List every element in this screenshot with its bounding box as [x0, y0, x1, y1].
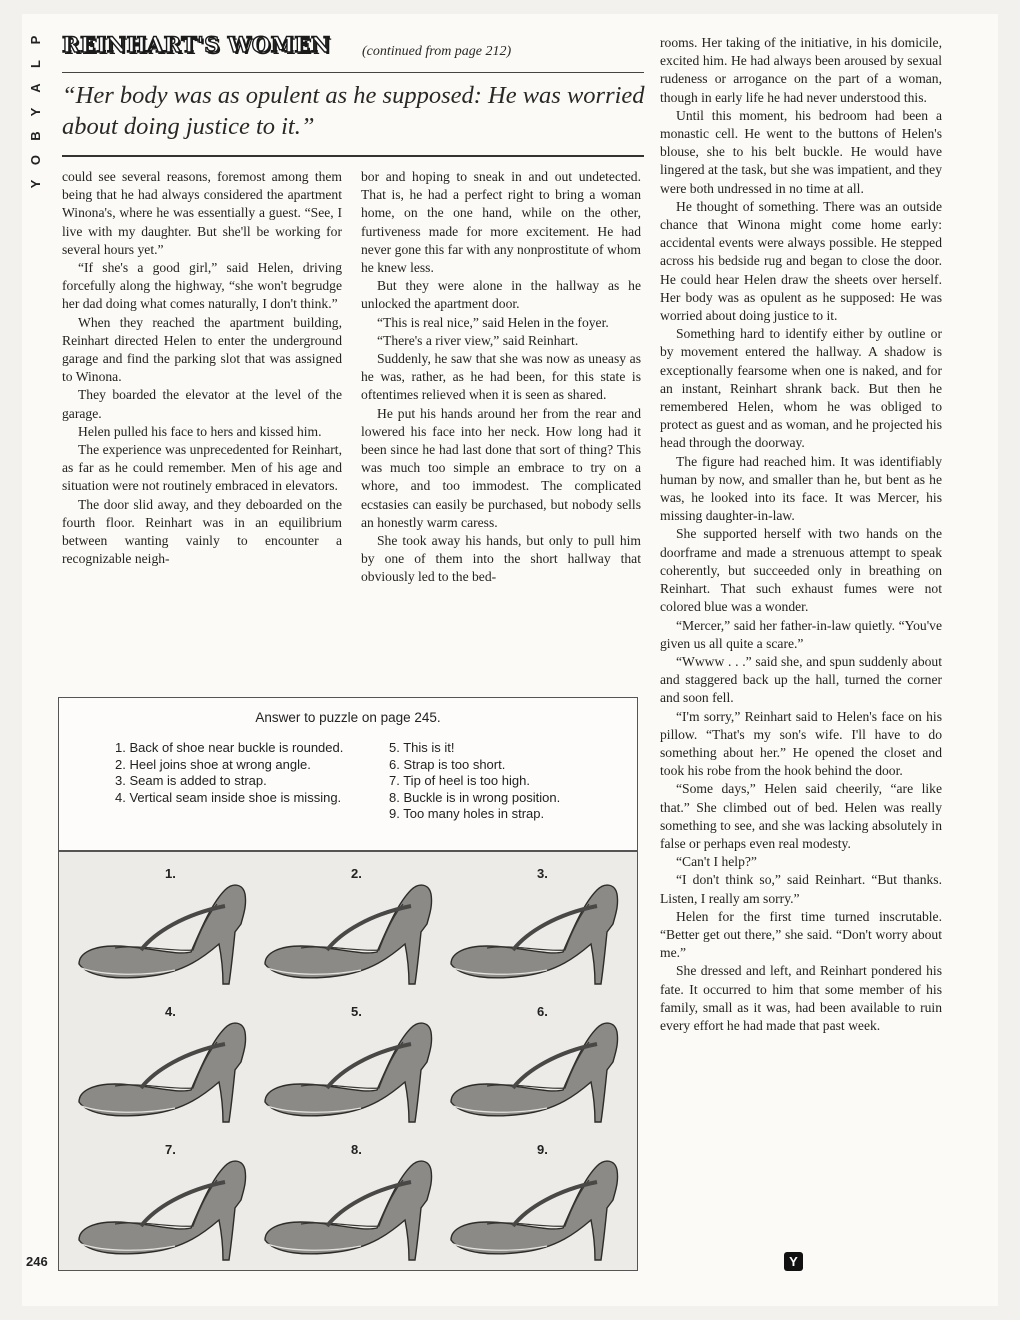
paragraph: “This is real nice,” said Helen in the foyer. [377, 314, 609, 330]
magazine-sidebar-title [26, 28, 46, 196]
paragraph: bor and hoping to sneak in and out undetected. That is, he had a perfect right to bring a woman home, on the one hand, while on the other, furtiveness made for more excitement. He had never gone this far with any nonprostitute of whom he knew less. [361, 169, 641, 276]
shoe-number: 1. [165, 866, 176, 881]
paragraph: “There's a river view,” said Reinhart. [377, 332, 579, 348]
shoe-icon [447, 1148, 627, 1268]
sidebar-letter: O [28, 154, 43, 166]
answer-item: 5. This is it! [389, 740, 455, 755]
continued-note: (continued from page 212) [362, 44, 512, 59]
paragraph: could see several reasons, foremost among them being that he had always considered the apartment Winona's, where he was essentially a guest. “See, I live with my daughter. But she'll be working for several hours yet.” [62, 169, 342, 257]
paragraph: Suddenly, he saw that she was now as uneasy as he was, rather, as he had been, for this state is oftentimes relieved when it is seen as shared. [361, 351, 641, 403]
sidebar-letter: P [28, 35, 43, 45]
shoe-icon [261, 1010, 441, 1130]
answer-item: 9. Too many holes in strap. [389, 806, 545, 821]
shoe-number: 4. [165, 1004, 176, 1019]
shoe-number: 3. [537, 866, 548, 881]
puzzle-answers-right [389, 740, 609, 823]
paragraph: She dressed and left, and Reinhart pondered his fate. It occurred to him that some member of his family, small as it was, had been available to ruin every effort he had made that past week. [660, 963, 942, 1033]
paragraph: “Mercer,” said her father-in-law quietly. “You've given us all quite a scare.” [660, 617, 942, 651]
shoe-number: 8. [351, 1142, 362, 1157]
end-mark-icon: Y [784, 1252, 803, 1271]
paragraph: She took away his hands, but only to pull him by one of them into the short hallway that obviously led to the bed- [361, 533, 641, 585]
paragraph: “Some days,” Helen said cheerily, “are like that.” She climbed out of bed. Helen was really something to see, and she was lacking absolutely in false or perhaps even real modesty. [660, 781, 942, 851]
paragraph: “Wwww . . .” said she, and spun suddenly about and staggered back up the hall, turned the corner and soon fell. [660, 653, 942, 706]
sidebar-letter: A [28, 83, 43, 93]
paragraph: “Can't I help?” [676, 854, 757, 870]
paragraph: Until this moment, his bedroom had been a monastic cell. He went to the buttons of Helen's blouse, she to his belt buckle. He would have lingered at the task, but she was impatient, and they were both undressed in no time at all. [660, 107, 942, 196]
paragraph: Something hard to identify either by outline or by movement entered the hallway. A shadow is exceptionally fearsome when one is naked, and for an instant, Reinhart shrank back. But then he remembered Helen, whom he was obliged to protect as guest and as woman, and he projected his head through the doorway. [660, 326, 942, 451]
sidebar-letter: L [28, 60, 43, 68]
paragraph: “If she's a good girl,” said Helen, driving forcefully along the highway, “she won't begrudge her dad doing what comes naturally, I don't think.” [62, 260, 342, 312]
paragraph: But they were alone in the hallway as he unlocked the apartment door. [361, 278, 641, 312]
shoe-icon [261, 872, 441, 992]
shoe-icon [261, 1148, 441, 1268]
shoe-icon [75, 1148, 255, 1268]
answer-item: 8. Buckle is in wrong position. [389, 789, 561, 805]
puzzle-title: Answer to puzzle on page 245. [255, 710, 441, 725]
paragraph: When they reached the apartment building, Reinhart directed Helen to enter the underground garage and find the parking slot that was assigned to Winona. [62, 314, 342, 385]
shoe-icon [75, 872, 255, 992]
sidebar-letter: Y [28, 107, 43, 117]
pull-quote: “Her body was as opulent as he supposed: He was worried about doing justice to it.” [62, 82, 645, 140]
sidebar-letter: Y [28, 179, 43, 189]
answer-item: 6. Strap is too short. [389, 756, 506, 772]
answer-item: 7. Tip of heel is too high. [389, 773, 530, 788]
paragraph: Helen pulled his face to hers and kissed him. [78, 423, 322, 439]
paragraph: She supported herself with two hands on the doorframe and made a strenuous attempt to speak coherently, but succeeded only in breathing on Reinhart. That such exhaust fumes were not colored blue was a wonder. [660, 526, 942, 615]
shoe-figure [69, 994, 259, 1132]
shoe-figure [69, 856, 259, 994]
shoe-figure [441, 1132, 631, 1270]
shoe-icon [75, 1010, 255, 1130]
sidebar-letter: B [28, 131, 43, 141]
answer-item: 3. Seam is added to strap. [115, 773, 267, 788]
puzzle-answer-box [58, 697, 638, 1271]
text-column-2 [361, 168, 641, 587]
shoe-number: 6. [537, 1004, 548, 1019]
shoe-number: 9. [537, 1142, 548, 1157]
paragraph: “I'm sorry,” Reinhart said to Helen's face on his pillow. “That's my son's wife. I'll have to do something about her.” He opened the closet and took his robe from the hook behind the door. [660, 708, 942, 779]
shoe-figure [255, 994, 445, 1132]
answer-item: 2. Heel joins shoe at wrong angle. [115, 756, 311, 772]
shoe-figure [255, 856, 445, 994]
shoe-number: 2. [351, 866, 362, 881]
shoe-icon [447, 1010, 627, 1130]
answer-item: 1. Back of shoe near buckle is rounded. [115, 740, 344, 755]
shoe-figure [441, 856, 631, 994]
paragraph: He put his hands around her from the rear and lowered his face into her neck. How long had it been since he had last done that sort of thing? This was much too simple an embrace to try on a whore, and too immodest. The complicated ecstasies can easily be purchased, but nobody sells an honestly warm caress. [361, 405, 641, 530]
paragraph: Helen for the first time turned inscrutable. “Better get out there,” she said. “Don't worry about me.” [660, 908, 942, 961]
puzzle-answers-left [115, 740, 347, 806]
answer-item: 4. Vertical seam inside shoe is missing. [115, 789, 342, 805]
shoe-figure [255, 1132, 445, 1270]
page-number: 246 [26, 1254, 48, 1269]
article-title: REINHART'S WOMEN [62, 32, 331, 57]
shoe-number: 5. [351, 1004, 362, 1019]
shoe-figure [69, 1132, 259, 1270]
shoe-icon [447, 872, 627, 992]
paragraph: “I don't think so,” said Reinhart. “But thanks. Listen, I really am sorry.” [660, 872, 942, 906]
shoe-figure [441, 994, 631, 1132]
text-column-1 [62, 168, 342, 568]
text-column-3 [660, 34, 942, 1035]
article-header [62, 32, 644, 73]
pull-quote-rule [62, 155, 644, 157]
shoe-number: 7. [165, 1142, 176, 1157]
paragraph: The experience was unprecedented for Reinhart, as far as he could remember. Men of his age and situation were not routinely embraced in elevators. [62, 442, 342, 494]
paragraph: He thought of something. There was an outside chance that Winona might come home early: accidental events were always possible. He stepped across his bedside rug and began to close the door. He could hear Helen draw the sheets over herself. Her body was as opulent as he supposed: He was worried about doing justice to it. [660, 198, 942, 324]
shoe-illustration-grid [59, 852, 637, 1270]
paragraph: They boarded the elevator at the level of the garage. [62, 387, 342, 421]
paragraph: The figure had reached him. It was identifiably human by now, and smaller than he, but bent as he was, he looked into its face. It was Mercer, his missing daughter-in-law. [660, 453, 942, 524]
paragraph: The door slid away, and they deboarded on the fourth floor. Reinhart was in an equilibrium between wanting vainly to encounter a recognizable neigh- [62, 496, 342, 567]
paragraph: rooms. Her taking of the initiative, in his domicile, excited him. He had always been aroused by sexual rudeness or arrogance on the part of a woman, though in early life he had never understood this. [660, 35, 942, 105]
